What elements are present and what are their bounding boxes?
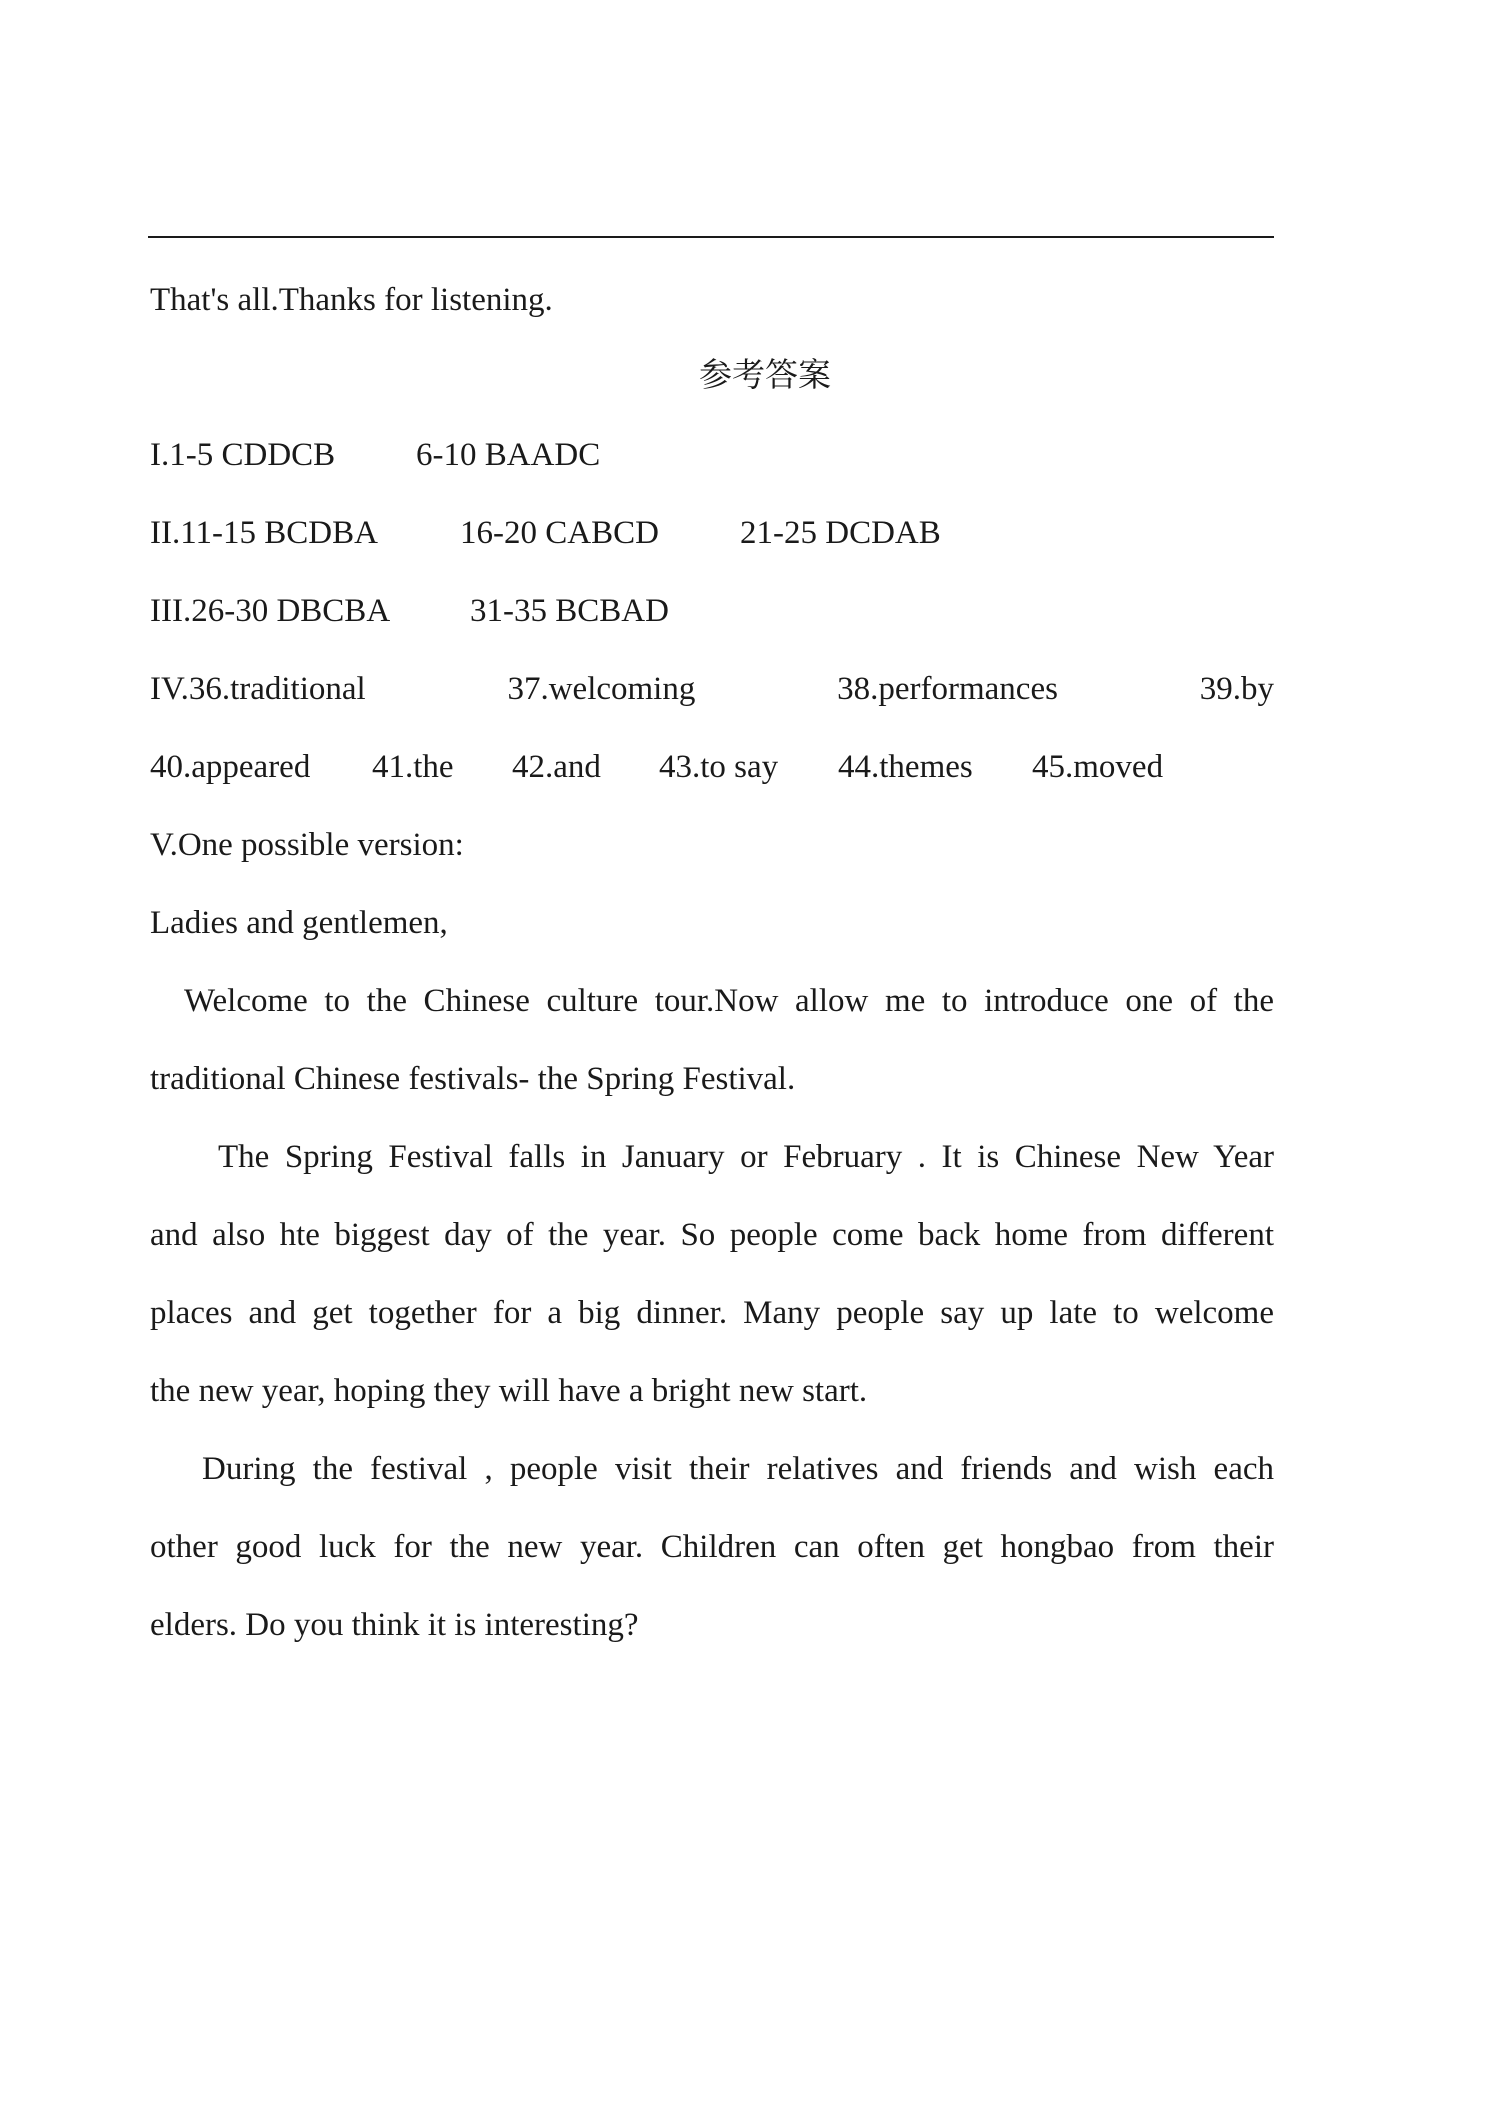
essay-line: other good luck for the new year. Children can often get hongbao from their bbox=[150, 1529, 1274, 1565]
essay-line: During the festival , people visit their relatives and friends and wish each bbox=[202, 1451, 1274, 1487]
closing-line: That's all.Thanks for listening. bbox=[150, 282, 553, 318]
essay-line: The Spring Festival falls in January or February . It is Chinese New Year bbox=[218, 1139, 1274, 1175]
answers-title: 参考答案 bbox=[699, 358, 831, 394]
answer-group: 21-25 DCDAB bbox=[740, 515, 941, 551]
answer-word: 40.appeared bbox=[150, 749, 311, 785]
answer-word: 39.by bbox=[1199, 671, 1274, 707]
answer-group: 6-10 BAADC bbox=[416, 437, 601, 473]
answer-group: II.11-15 BCDBA bbox=[150, 515, 378, 551]
answer-word: 37.welcoming bbox=[507, 671, 696, 707]
answers-section-i bbox=[150, 435, 1274, 475]
answer-word: 44.themes bbox=[838, 749, 973, 785]
answer-word: 43.to say bbox=[659, 749, 779, 785]
essay-line: places and get together for a big dinner. Many people say up late to welcome bbox=[150, 1295, 1274, 1331]
essay-line: traditional Chinese festivals- the Spring Festival. bbox=[150, 1061, 796, 1097]
answer-word: 41.the bbox=[372, 749, 454, 785]
answer-group: 31-35 BCBAD bbox=[470, 593, 669, 629]
answers-section-iv-row2 bbox=[150, 747, 1274, 787]
answer-word: 45.moved bbox=[1032, 749, 1164, 785]
essay-line: Welcome to the Chinese culture tour.Now allow me to introduce one of the bbox=[184, 983, 1274, 1019]
header-rule bbox=[148, 236, 1274, 238]
answer-group: 16-20 CABCD bbox=[460, 515, 659, 551]
essay-line: and also hte biggest day of the year. So people come back home from different bbox=[150, 1217, 1274, 1253]
answers-section-iv-row1 bbox=[150, 669, 1274, 709]
answer-word: 38.performances bbox=[837, 671, 1058, 707]
salutation: Ladies and gentlemen, bbox=[150, 905, 448, 941]
answers-section-ii bbox=[150, 513, 1274, 553]
essay-line: the new year, hoping they will have a bright new start. bbox=[150, 1373, 868, 1409]
answer-group: I.1-5 CDDCB bbox=[150, 437, 336, 473]
answer-word: IV.36.traditional bbox=[150, 671, 366, 707]
section-v-heading: V.One possible version: bbox=[150, 827, 464, 863]
essay-line: elders. Do you think it is interesting? bbox=[150, 1607, 639, 1643]
answer-word: 42.and bbox=[512, 749, 601, 785]
answers-section-iii bbox=[150, 591, 1274, 631]
answer-group: III.26-30 DBCBA bbox=[150, 593, 391, 629]
